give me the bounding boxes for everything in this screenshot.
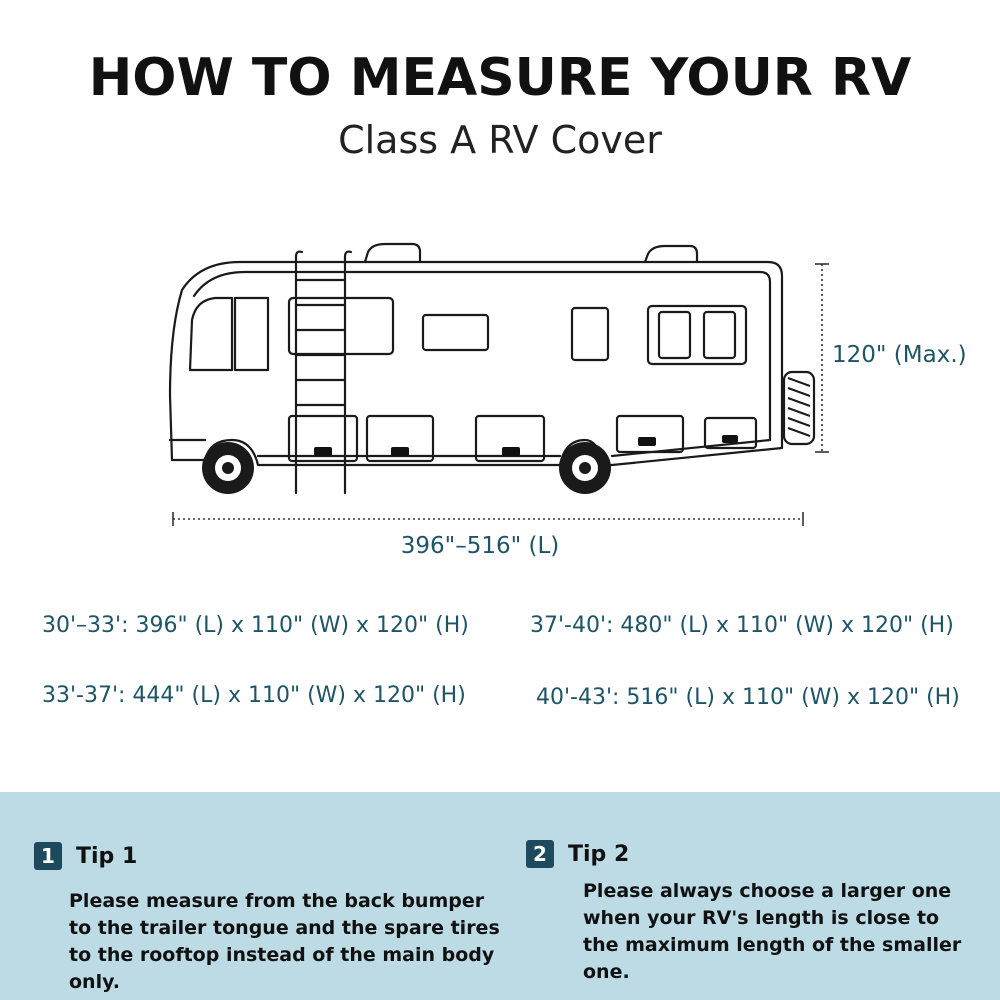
page-title: HOW TO MEASURE YOUR RV xyxy=(88,48,912,108)
page-subtitle: Class A RV Cover xyxy=(338,118,662,162)
height-label: 120" (Max.) xyxy=(832,342,967,368)
tip-line: only. xyxy=(69,971,120,993)
size-spec: 33'-37': 444" (L) x 110" (W) x 120" (H) xyxy=(42,683,466,708)
tip-line: one. xyxy=(583,961,630,983)
length-dimension xyxy=(173,512,803,526)
tip-2-header xyxy=(526,840,629,868)
length-label: 396"–516" (L) xyxy=(400,533,560,559)
tip-line: Please measure from the back bumper xyxy=(69,890,485,912)
tip-line: to the trailer tongue and the spare tires xyxy=(69,917,500,939)
tip-title: Tip 2 xyxy=(568,841,630,867)
tip-title: Tip 1 xyxy=(76,843,138,869)
tip-line: when your RV's length is close to xyxy=(583,907,940,929)
size-spec: 40'-43': 516" (L) x 110" (W) x 120" (H) xyxy=(536,685,960,710)
tip-2-body xyxy=(583,878,961,986)
height-dimension xyxy=(815,264,829,452)
size-spec: 30'–33': 396" (L) x 110" (W) x 120" (H) xyxy=(42,613,469,638)
tip-1-header xyxy=(34,842,137,870)
size-spec: 37'-40': 480" (L) x 110" (W) x 120" (H) xyxy=(530,613,954,638)
front-wheel xyxy=(202,442,254,494)
tip-line: the maximum length of the smaller xyxy=(583,934,962,956)
tip-number-badge: 1 xyxy=(34,842,62,870)
tip-1-body xyxy=(69,888,500,996)
rear-wheel xyxy=(559,442,611,494)
tip-number-badge: 2 xyxy=(526,840,554,868)
tip-line: to the rooftop instead of the main body xyxy=(69,944,495,966)
tip-line: Please always choose a larger one xyxy=(583,880,952,902)
